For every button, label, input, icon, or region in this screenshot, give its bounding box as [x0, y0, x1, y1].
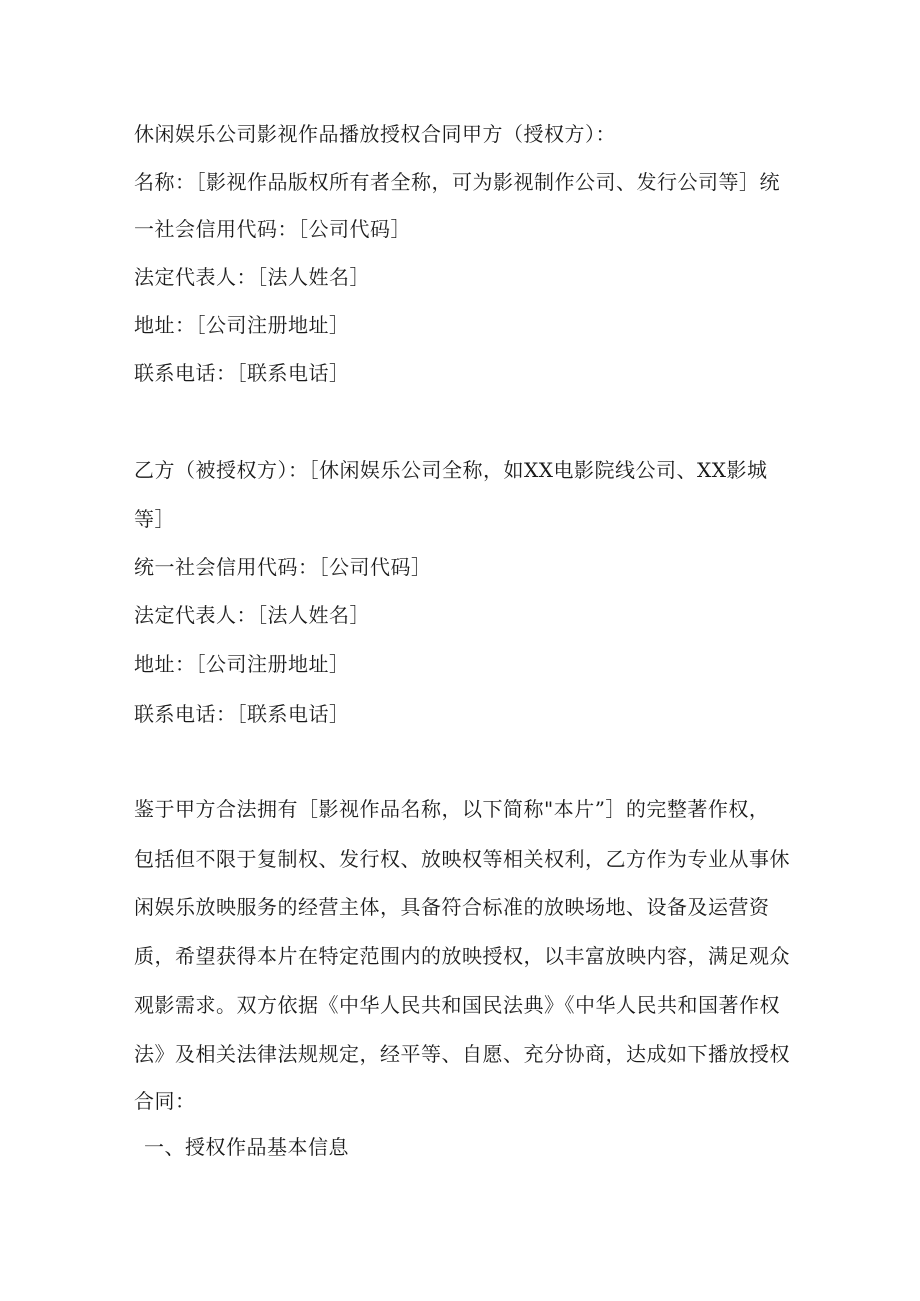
party-b-phone: 联系电话：［联系电话］: [134, 702, 350, 726]
party-b-heading-line-1: 乙方（被授权方）：［休闲娱乐公司全称，如XX电影院线公司、XX影城: [134, 458, 768, 482]
party-a-name-line-1: 名称：［影视作品版权所有者全称，可为影视制作公司、发行公司等］统: [134, 170, 780, 194]
preamble-line: 闲娱乐放映服务的经营主体，具备符合标准的放映场地、设备及运营资: [134, 895, 770, 919]
preamble-line: 合同：: [134, 1089, 196, 1113]
party-a-legal-rep: 法定代表人：［法人姓名］: [134, 265, 370, 289]
party-a-address: 地址：［公司注册地址］: [134, 313, 350, 337]
party-b-address: 地址：［公司注册地址］: [134, 652, 350, 676]
party-b-heading-line-2: 等］: [134, 507, 175, 531]
contract-page: [134, 0, 790, 1301]
section-1-title: 一、授权作品基本信息: [144, 1135, 349, 1159]
party-b-credit-code: 统一社会信用代码：［公司代码］: [134, 555, 432, 579]
preamble-line: 质，希望获得本片在特定范围内的放映授权，以丰富放映内容，满足观众: [134, 944, 790, 968]
party-b-legal-rep: 法定代表人：［法人姓名］: [134, 603, 370, 627]
party-a-heading: 休闲娱乐公司影视作品播放授权合同甲方（授权方）：: [134, 122, 616, 146]
preamble-line: 包括但不限于复制权、发行权、放映权等相关权利，乙方作为专业从事休: [134, 847, 790, 871]
party-a-name-line-2: 一社会信用代码：［公司代码］: [134, 217, 411, 241]
party-a-phone: 联系电话：［联系电话］: [134, 361, 350, 385]
preamble-line: 鉴于甲方合法拥有［影视作品名称，以下简称"本片”］的完整著作权，: [134, 797, 770, 821]
preamble-line: 观影需求。双方依据《中华人民共和国民法典》《中华人民共和国著作权: [134, 993, 780, 1017]
preamble-line: 法》及相关法律法规规定，经平等、自愿、充分协商，达成如下播放授权: [134, 1042, 790, 1066]
